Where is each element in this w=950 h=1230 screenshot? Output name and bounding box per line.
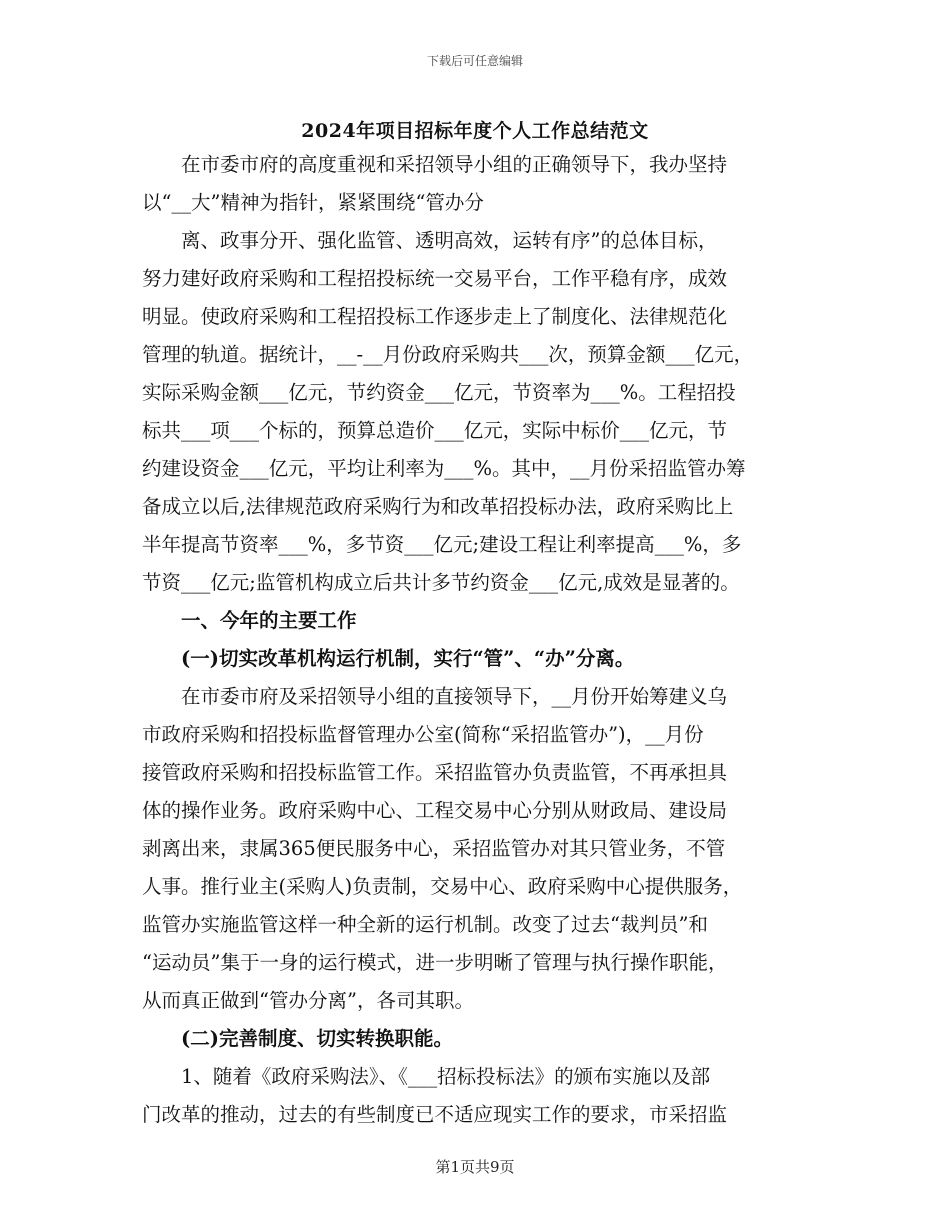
document-body bbox=[142, 146, 814, 1134]
body-line: 门改革的推动，过去的有些制度已不适应现实工作的要求，市采招监 bbox=[142, 1103, 728, 1126]
body-line: 人事。推行业主(采购人)负责制，交易中心、政府采购中心提供服务， bbox=[142, 875, 743, 898]
body-line: 努力建好政府采购和工程招投标统一交易平台，工作平稳有序，成效 bbox=[142, 267, 728, 290]
body-line: 体的操作业务。政府采购中心、工程交易中心分别从财政局、建设局 bbox=[142, 799, 728, 822]
page-footer: 第1页共9页 bbox=[435, 1158, 515, 1176]
body-line: 剥离出来，隶属365便民服务中心，采招监管办对其只管业务，不管 bbox=[142, 837, 726, 860]
body-line: 管理的轨道。据统计，__-__月份政府采购共___次，预算金额___亿元， bbox=[142, 343, 754, 366]
body-line: 接管政府采购和招投标监管工作。采招监管办负责监管，不再承担具 bbox=[142, 761, 728, 784]
body-line: 从而真正做到“管办分离”，各司其职。 bbox=[142, 989, 474, 1012]
body-line: 监管办实施监管这样一种全新的运行机制。改变了过去“裁判员”和 bbox=[142, 913, 708, 936]
body-line: 标共___项___个标的，预算总造价___亿元，实际中标价___亿元，节 bbox=[142, 419, 728, 442]
body-line: 1、随着《政府采购法》、《___招标投标法》的颁布实施以及部 bbox=[142, 1065, 711, 1088]
body-line: 节资___亿元;监管机构成立后共计多节约资金___亿元,成效是显著的。 bbox=[142, 571, 740, 594]
body-line: 半年提高节资率___%，多节资___亿元;建设工程让利率提高___%，多 bbox=[142, 533, 742, 556]
body-line: 离、政事分开、强化监管、透明高效，运转有序”的总体目标， bbox=[142, 229, 718, 252]
body-line: 在市委市府及采招领导小组的直接领导下，__月份开始筹建义乌 bbox=[142, 685, 728, 708]
body-line: 以“__大”精神为指针，紧紧围绕“管办分 bbox=[142, 191, 484, 214]
body-line: 市政府采购和招投标监督管理办公室(简称“采招监管办”)，__月份 bbox=[142, 723, 704, 746]
document-title: 2024年项目招标年度个人工作总结范文 bbox=[301, 120, 649, 142]
body-line: “运动员”集于一身的运行模式，进一步明晰了管理与执行操作职能， bbox=[142, 951, 728, 974]
body-line: 约建设资金___亿元，平均让利率为___%。其中，__月份采招监管办筹 bbox=[142, 457, 746, 480]
body-line: 实际采购金额___亿元，节约资金___亿元，节资率为___%。工程招投 bbox=[142, 381, 736, 404]
body-line: 在市委市府的高度重视和采招领导小组的正确领导下，我办坚持 bbox=[142, 153, 728, 176]
section-heading: (二)完善制度、切实转换职能。 bbox=[142, 1027, 453, 1050]
body-line: 备成立以后,法律规范政府采购行为和改革招投标办法，政府采购比上 bbox=[142, 495, 734, 518]
section-heading: (一)切实改革机构运行机制，实行“管”、“办”分离。 bbox=[142, 647, 635, 670]
page-header: 下载后可任意编辑 bbox=[426, 54, 523, 68]
body-line: 明显。使政府采购和工程招投标工作逐步走上了制度化、法律规范化 bbox=[142, 305, 728, 328]
section-heading: 一、今年的主要工作 bbox=[142, 609, 357, 632]
